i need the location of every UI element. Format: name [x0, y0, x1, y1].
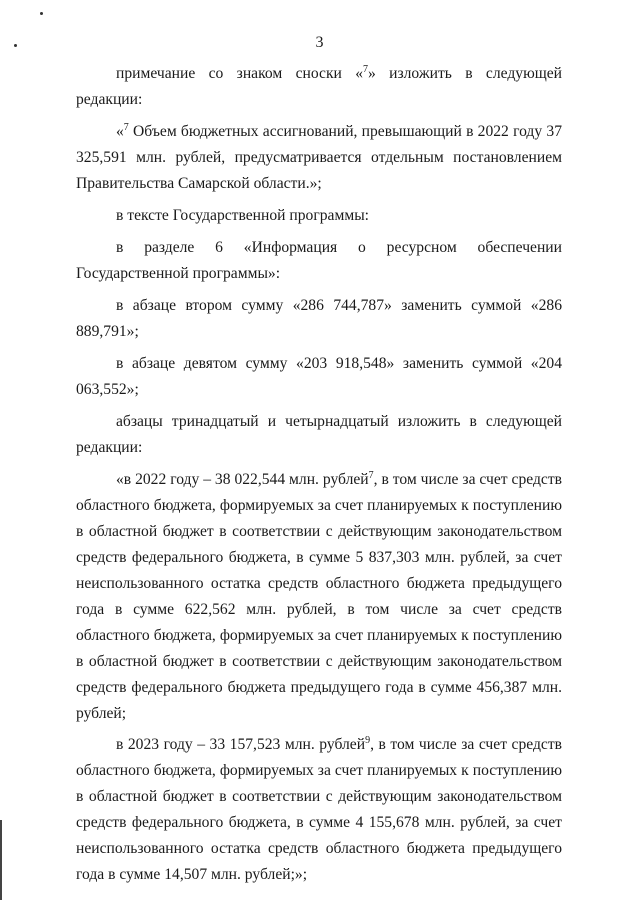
paragraph: в тексте Государственной программы: — [116, 207, 370, 224]
paragraph: в абзаце втором сумму «286 744,787» заменить суммой «286 889,791»; — [76, 297, 562, 340]
scan-speck — [40, 12, 43, 15]
page-number: 3 — [315, 34, 324, 51]
paragraph: примечание со знаком сноски «$^7$» изложить в следующей редакции: — [76, 64, 563, 108]
paragraph: в 2023 году – 33 157,523 млн. рублей$^9$, в том числе за счет средств областного бюджета, формируемых за счет планируемых к поступлению в областной бюджет в соответствии с действующим законодательством средств федерального бюджета, в сумме 4 155,678 млн. рублей, за счет неиспользованного остатка средств областного бюджета предыдущего года в сумме 14,507 млн. рублей;»; — [76, 735, 562, 883]
paragraph: абзацы тринадцатый и четырнадцатый изложить в следующей редакции: — [76, 413, 562, 456]
paragraph: «в 2022 году – 38 022,544 млн. рублей$^7$, в том числе за счет средств областного бюджета, формируемых за счет планируемых к поступлению в областной бюджет в соответствии с действующим законодательством средств федерального бюджета, в сумме 5 837,303 млн. рублей, за счет неиспользованного остатка средств областного бюджета предыдущего года в сумме 622,562 млн. рублей, в том числе за счет средств областного бюджета, формируемых за счет планируемых к поступлению в областной бюджет в соответствии с действующим законодательством средств федерального бюджета предыдущего года в сумме 456,387 млн. рублей; — [76, 470, 562, 722]
scan-edge-line — [0, 820, 2, 900]
paragraph: «$^7$ Объем бюджетных ассигнований, превышающий в 2022 году 37 325,591 млн. рублей, предусматривается отдельным постановлением Правительства Самарской области.»; — [76, 122, 562, 192]
paragraph: в разделе 6 «Информация о ресурсном обеспечении Государственной программы»: — [76, 239, 562, 282]
paragraph: в абзаце девятом сумму «203 918,548» заменить суммой «204 063,552»; — [76, 355, 562, 398]
document-body — [76, 61, 562, 893]
